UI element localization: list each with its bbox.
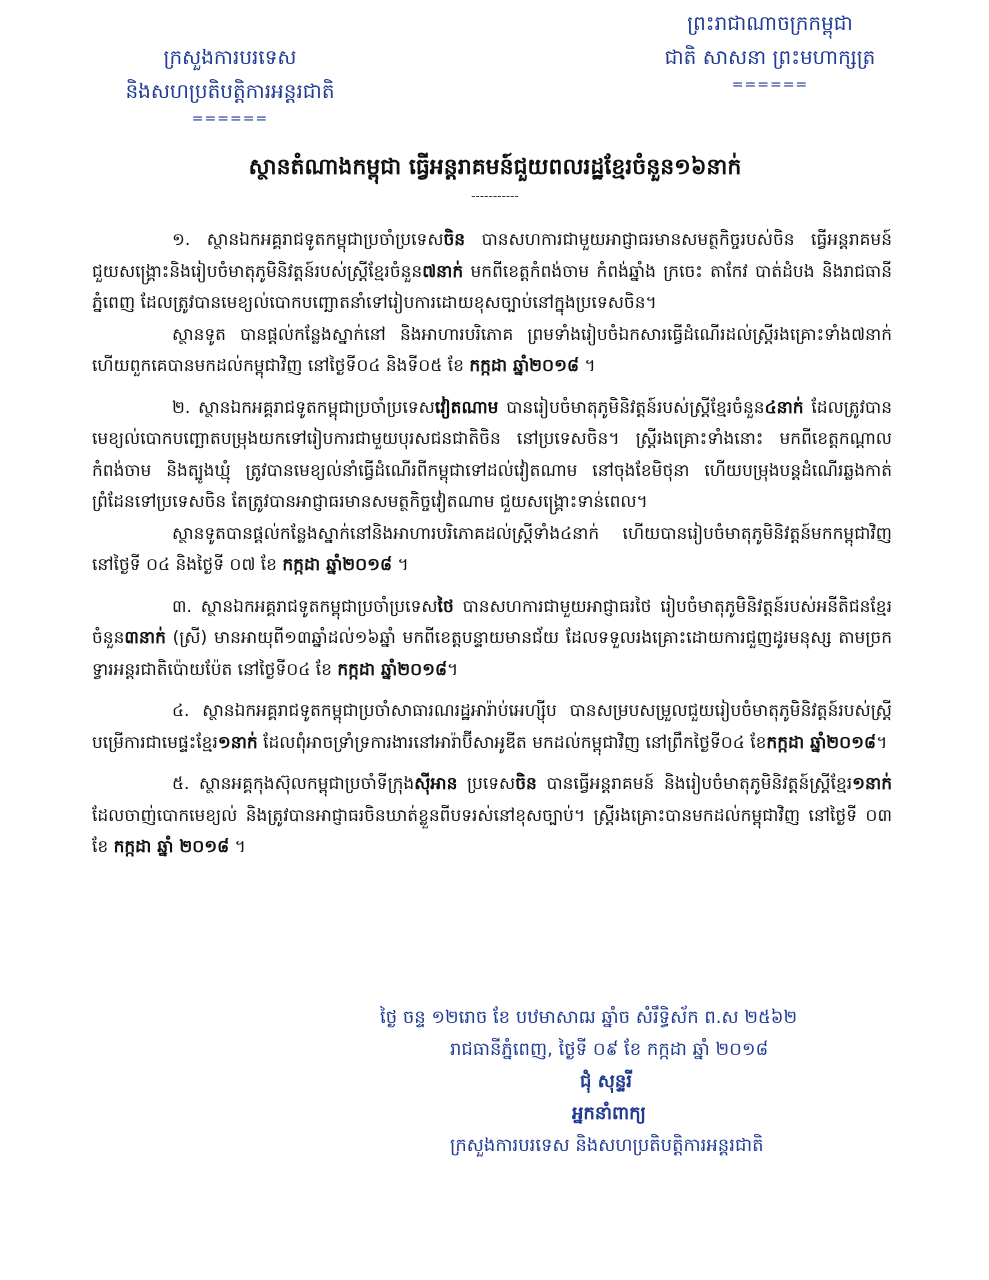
- title-underline: -----------: [471, 189, 519, 203]
- document-title: ស្ថានតំណាងកម្ពុជា ធ្វើអន្តរាគមន៍ជួយពលរដ្ឋខ្មែរចំនួន១៦នាក់: [248, 155, 742, 180]
- lunar-date: ថ្ងៃ ចន្ទ ១២រោច ខែ បឋមាសាឍ ឆ្នាំច សំរឹទ្ធិស័ក ព.ស ២៥៦២: [380, 1007, 798, 1028]
- ministry-name-line2: និងសហប្រតិបត្តិការអន្តរជាតិ: [125, 79, 335, 103]
- document-body: [92, 225, 892, 864]
- header-separator-left: ======: [191, 111, 269, 127]
- paragraph-1-continued: ស្ថានទូត បានផ្តល់កន្លែងស្នាក់នៅ និងអាហារបរិភោគ ព្រមទាំងរៀបចំឯកសារធ្វើដំណើរដល់ស្ត្រីរងគ្រោះទាំង៧នាក់ ហើយពួកគេបានមកដល់កម្ពុជាវិញ នៅថ្ងៃទី០៤ និងទី០៥ ខែ កក្កដា ឆ្នាំ២០១៨ ។: [92, 324, 892, 376]
- signatory-role: អ្នកនាំពាក្យ: [572, 1103, 646, 1124]
- national-motto: ជាតិ សាសនា ព្រះមហាក្សត្រ: [664, 45, 876, 69]
- paragraph-1: ១. ស្ថានឯកអគ្គរាជទូតកម្ពុជាប្រចាំប្រទេសចិន បានសហការជាមួយអាជ្ញាធរមានសមត្ថកិច្ចរបស់ចិន ធ្វើអន្តរាគមន៍ជួយសង្គ្រោះនិងរៀបចំមាតុភូមិនិវត្តន៍របស់ស្ត្រីខ្មែរចំនួន៧នាក់ មកពីខេត្តកំពង់ចាម កំពង់ឆ្នាំង ក្រចេះ តាកែវ បាត់ដំបង និងរាជធានីភ្នំពេញ ដែលត្រូវបានមេខ្យល់បោកបញ្ឆោតនាំទៅរៀបការដោយខុសច្បាប់នៅក្នុងប្រទេសចិន។: [92, 230, 892, 313]
- paragraph-4: ៤. ស្ថានឯកអគ្គរាជទូតកម្ពុជាប្រចាំសាធារណរដ្ឋអារ៉ាប់អេហ្ស៊ីប បានសម្របសម្រួលជួយរៀបចំមាតុភូមិនិវត្តន៍របស់ស្ត្រីបម្រើការជាមេផ្ទះខ្មែរ១នាក់ ដែលពុំអាចទ្រាំទ្រការងារនៅអារ៉ាប៊ីសាអូឌីត មកដល់កម្ពុជាវិញ នៅព្រឹកថ្ងៃទី០៤ ខែកក្កដា ឆ្នាំ២០១៨។: [92, 701, 892, 753]
- paragraph-2: ២. ស្ថានឯកអគ្គរាជទូតកម្ពុជាប្រចាំប្រទេសវៀតណាម បានរៀបចំមាតុភូមិនិវត្តន៍របស់ស្ត្រីខ្មែរចំនួន៤នាក់ ដែលត្រូវបានមេខ្យល់បោកបញ្ឆោតបម្រុងយកទៅរៀបការជាមួយបុរសជនជាតិចិន នៅប្រទេសចិន។ ស្ត្រីរងគ្រោះទាំងនោះ មកពីខេត្តកណ្តាល កំពង់ចាម និងត្បូងឃ្មុំ ត្រូវបានមេខ្យល់នាំធ្វើដំណើរពីកម្ពុជាទៅដល់វៀតណាម នៅចុងខែមិថុនា ហើយបម្រុងបន្តដំណើរឆ្លងកាត់ព្រំដែនទៅប្រទេសចិន តែត្រូវបានអាជ្ញាធរមានសមត្ថកិច្ចវៀតណាម ជួយសង្គ្រោះទាន់ពេល។: [92, 397, 892, 512]
- paragraph-5: ៥. ស្ថានអគ្គកុងស៊ុលកម្ពុជាប្រចាំទីក្រុងស៊ីអាន ប្រទេសចិន បានធ្វើអន្តរាគមន៍ និងរៀបចំមាតុភូមិនិវត្តន៍ស្ត្រីខ្មែរ១នាក់ ដែលចាញ់បោកមេខ្យល់ និងត្រូវបានអាជ្ញាធរចិនឃាត់ខ្លួនពីបទរស់នៅខុសច្បាប់។ ស្ត្រីរងគ្រោះបានមកដល់កម្ពុជាវិញ នៅថ្ងៃទី ០៣ ខែ កក្កដា ឆ្នាំ ២០១៨ ។: [92, 774, 892, 857]
- ministry-header: [100, 40, 360, 130]
- paragraph-3: ៣. ស្ថានឯកអគ្គរាជទូតកម្ពុជាប្រចាំប្រទេសថៃ បានសហការជាមួយអាជ្ញាធរថៃ រៀបចំមាតុភូមិនិវត្តន៍របស់អនីតិជនខ្មែរចំនួន៣នាក់ (ស្រី) មានអាយុពី១៣ឆ្នាំដល់១៦ឆ្នាំ មកពីខេត្តបន្ទាយមានជ័យ ដែលទទួលរងគ្រោះដោយការជួញដូរមនុស្ស តាមច្រកទ្វារអន្តរជាតិប៉ោយប៉ែត នៅថ្ងៃទី០៤ ខែ កក្កដា ឆ្នាំ២០១៨។: [92, 596, 892, 680]
- signatory-ministry: ក្រសួងការបរទេស និងសហប្រតិបត្តិការអន្តរជាតិ: [450, 1135, 764, 1156]
- signature-block: [380, 1002, 900, 1162]
- signatory-name: ជុំ សុន្ទរី: [580, 1071, 632, 1092]
- kingdom-name: ព្រះរាជាណាចក្រកម្ពុជា: [687, 11, 853, 35]
- kingdom-header: [640, 6, 900, 96]
- paragraph-2-continued: ស្ថានទូតបានផ្តល់កន្លែងស្នាក់នៅនិងអាហារបរិភោគដល់ស្ត្រីទាំង៤នាក់ ហើយបានរៀបចំមាតុភូមិនិវត្តន៍មកកម្ពុជាវិញ នៅថ្ងៃទី ០៤ និងថ្ងៃទី ០៧ ខែ កក្កដា ឆ្នាំ២០១៨ ។: [92, 523, 892, 575]
- ministry-name: ក្រសួងការបរទេស: [163, 45, 297, 69]
- city-date: រាជធានីភ្នំពេញ, ថ្ងៃទី ០៩ ខែ កក្កដា ឆ្នាំ ២០១៨: [450, 1039, 769, 1060]
- header-separator-right: ======: [731, 77, 809, 93]
